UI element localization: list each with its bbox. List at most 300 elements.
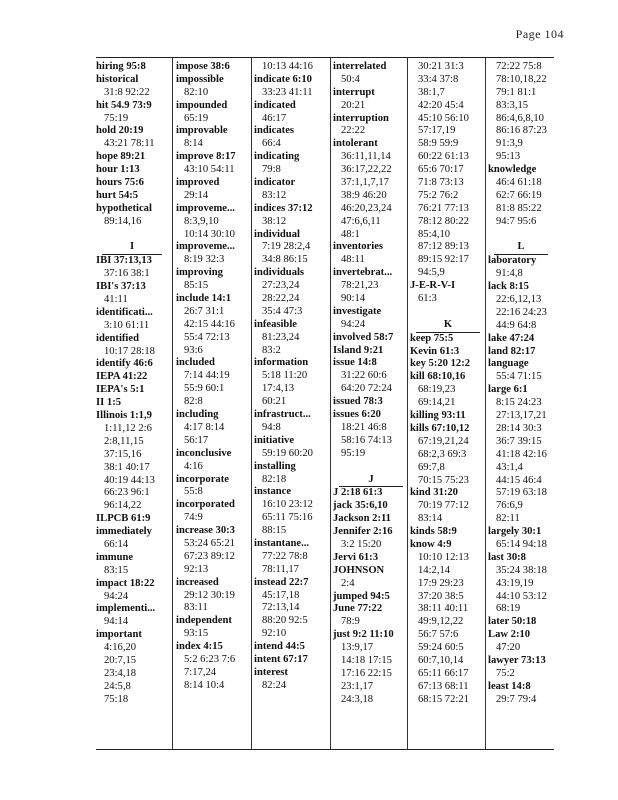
index-reference: 59:24 60:5 <box>418 642 464 654</box>
index-reference: 94:24 <box>104 590 129 602</box>
index-term: included <box>176 357 215 369</box>
index-reference: 7:19 28:2,4 <box>262 241 311 253</box>
index-reference: 45:10 56:10 <box>418 112 469 124</box>
index-term: improveme... <box>176 241 235 253</box>
index-reference: 55:4 72:13 <box>184 331 230 343</box>
letter-header: J <box>339 474 403 488</box>
index-reference: 44:9 64:8 <box>496 319 537 331</box>
index-reference: 50:4 <box>341 73 360 85</box>
index-term: least 14:8 <box>488 680 531 692</box>
index-term: interrupt <box>333 86 375 98</box>
index-reference: 83:2 <box>262 344 281 356</box>
index-reference: 82:8 <box>184 396 203 408</box>
index-term: jumped 94:5 <box>333 590 390 602</box>
index-reference: 8:15 24:23 <box>496 397 542 409</box>
index-reference: 43:10 54:11 <box>184 164 235 176</box>
index-term: improveme... <box>176 202 235 214</box>
index-reference: 85:4,10 <box>418 228 451 240</box>
index-reference: 56:17 <box>184 434 209 446</box>
index-reference: 8:3,9,10 <box>184 215 219 227</box>
index-reference: 22:22 <box>341 125 366 137</box>
index-term: important <box>96 629 142 641</box>
index-reference: 26:7 31:1 <box>184 305 225 317</box>
index-reference: 37:16 38:1 <box>104 268 150 280</box>
index-reference: 79:8 <box>262 164 281 176</box>
index-reference: 76:6,9 <box>496 500 523 512</box>
index-reference: 41:11 <box>104 294 128 306</box>
index-term: later 50:18 <box>488 616 537 628</box>
index-reference: 60:22 61:13 <box>418 151 469 163</box>
index-term: impose 38:6 <box>176 61 230 72</box>
index-reference: 68:19,23 <box>418 384 456 396</box>
index-term: immediately <box>96 526 152 538</box>
index-reference: 10:14 30:10 <box>184 228 235 240</box>
index-reference: 36:17,22,22 <box>341 164 392 176</box>
index-reference: 69:14,21 <box>418 397 456 409</box>
index-reference: 90:14 <box>341 293 366 305</box>
index-reference: 92:10 <box>262 628 287 640</box>
index-term: inconclusive <box>176 447 232 459</box>
index-term: J-E-R-V-I <box>410 280 456 292</box>
index-reference: 92:13 <box>184 563 209 575</box>
index-reference: 75:2 <box>496 667 515 679</box>
index-reference: 36:7 39:15 <box>496 435 542 447</box>
index-reference: 68:2,3 69:3 <box>418 448 467 460</box>
index-reference: 72:13,14 <box>262 602 300 614</box>
index-reference: 60:21 <box>262 396 287 408</box>
index-term: inventories <box>333 241 384 253</box>
index-term: issued 78:3 <box>333 396 383 408</box>
index-reference: 10:17 28:18 <box>104 345 155 357</box>
index-reference: 89:14,16 <box>104 215 142 227</box>
index-reference: 8:14 10:4 <box>184 679 225 691</box>
index-reference: 91:3,9 <box>496 138 523 150</box>
index-reference: 83:15 <box>104 564 129 576</box>
index-reference: 67:13 68:11 <box>418 680 469 692</box>
index-reference: 93:6 <box>184 344 203 356</box>
index-term: invertebrat... <box>333 267 393 279</box>
index-term: II 1:5 <box>96 397 122 409</box>
index-column-1 <box>96 61 168 749</box>
index-reference: 94:5,9 <box>418 267 445 279</box>
index-term: language <box>488 358 529 370</box>
index-reference: 38:9 46:20 <box>341 189 387 201</box>
index-term: laboratory <box>488 255 537 267</box>
index-term: incorporated <box>176 499 235 511</box>
blank-line <box>96 229 168 242</box>
index-reference: 4:17 8:14 <box>184 421 225 433</box>
column-divider <box>251 58 252 749</box>
index-reference: 2:4 <box>341 577 355 589</box>
index-term: hypothetical <box>96 202 152 214</box>
index-reference: 86:4,6,8,10 <box>496 112 544 124</box>
index-term: issue 14:8 <box>333 357 377 369</box>
index-reference: 47:20 <box>496 642 521 654</box>
index-reference: 38:11 40:11 <box>418 603 469 615</box>
index-term: instance <box>254 486 292 498</box>
index-reference: 10:10 12:13 <box>418 551 469 563</box>
index-term: infrastruct... <box>254 409 311 421</box>
index-reference: 42:20 45:4 <box>418 99 464 111</box>
column-divider <box>172 58 173 749</box>
index-reference: 61:3 <box>418 293 437 305</box>
index-reference: 1:11,12 2:6 <box>104 422 152 434</box>
index-term: improvable <box>176 125 228 137</box>
index-term: keep 75:5 <box>410 332 454 344</box>
index-reference: 29:7 79:4 <box>496 693 537 705</box>
index-term: increased <box>176 576 219 588</box>
column-divider <box>330 58 331 749</box>
index-reference: 45:17,18 <box>262 589 300 601</box>
index-reference: 95:19 <box>341 447 366 459</box>
index-reference: 29:14 <box>184 189 209 201</box>
index-reference: 37:1,1,7,17 <box>341 177 389 189</box>
index-reference: 20:7,15 <box>104 654 137 666</box>
index-reference: 46:17 <box>262 112 287 124</box>
index-term: IBI 37:13,13 <box>96 255 152 267</box>
index-reference: 36:11,11,14 <box>341 151 391 163</box>
index-term: hurt 54:5 <box>96 189 139 201</box>
index-reference: 28:14 30:3 <box>496 422 542 434</box>
index-term: jack 35:6,10 <box>333 500 388 512</box>
index-term: improved <box>176 177 220 189</box>
index-term: initiative <box>254 434 295 446</box>
index-reference: 88:20 92:5 <box>262 615 308 627</box>
index-reference: 55:4 71:15 <box>496 371 542 383</box>
index-term: immune <box>96 551 134 563</box>
index-reference: 33:23 41:11 <box>262 86 313 98</box>
index-term: largely 30:1 <box>488 526 542 538</box>
blank-line <box>410 306 486 319</box>
index-reference: 55:8 <box>184 486 203 498</box>
index-term: kind 31:20 <box>410 487 458 499</box>
index-column-4 <box>333 61 409 749</box>
index-reference: 66:4 <box>262 138 281 150</box>
index-reference: 46:4 61:18 <box>496 177 542 189</box>
index-term: lack 8:15 <box>488 281 529 293</box>
index-reference: 77:22 78:8 <box>262 550 308 562</box>
index-reference: 8:14 <box>184 138 203 150</box>
blank-line <box>333 461 409 474</box>
index-term: key 5:20 12:2 <box>410 358 471 370</box>
index-reference: 56:7 57:6 <box>418 629 459 641</box>
index-reference: 86:16 87:23 <box>496 125 547 137</box>
index-reference: 78:21,23 <box>341 280 379 292</box>
index-reference: 67:23 89:12 <box>184 550 235 562</box>
letter-header: L <box>494 241 548 255</box>
index-reference: 81:8 85:22 <box>496 202 542 214</box>
index-term: Law 2:10 <box>488 629 531 641</box>
index-term: improving <box>176 267 223 279</box>
index-term: individuals <box>254 267 305 279</box>
blank-line <box>488 229 554 242</box>
index-reference: 82:24 <box>262 679 287 691</box>
index-reference: 58:9 59:9 <box>418 138 459 150</box>
index-reference: 35:4 47:3 <box>262 305 303 317</box>
index-reference: 17:9 29:23 <box>418 577 464 589</box>
index-term: indicates <box>254 125 295 137</box>
index-reference: 37:15,16 <box>104 448 142 460</box>
index-reference: 37:20 38:5 <box>418 590 464 602</box>
index-reference: 79:1 81:1 <box>496 86 537 98</box>
index-term: improve 8:17 <box>176 151 236 163</box>
index-column-2 <box>176 61 250 749</box>
index-reference: 96:14,22 <box>104 500 142 512</box>
index-term: intend 44:5 <box>254 641 305 653</box>
index-reference: 40:19 44:13 <box>104 474 155 486</box>
index-reference: 24:3,18 <box>341 693 374 705</box>
index-reference: 94:24 <box>341 318 366 330</box>
index-reference: 5:18 11:20 <box>262 370 308 382</box>
index-reference: 76:21 77:13 <box>418 202 469 214</box>
index-term: intent 67:17 <box>254 653 308 665</box>
index-term: index 4:15 <box>176 641 223 653</box>
index-reference: 91:4,8 <box>496 268 523 280</box>
index-reference: 38:12 <box>262 215 287 227</box>
index-term: interrelated <box>333 61 387 72</box>
index-reference: 10:13 44:16 <box>262 61 313 72</box>
index-reference: 24:5,8 <box>104 680 131 692</box>
index-reference: 75:2 76:2 <box>418 189 459 201</box>
index-term: Jennifer 2:16 <box>333 526 393 538</box>
index-term: issues 6:20 <box>333 409 381 421</box>
index-reference: 43:1,4 <box>496 461 523 473</box>
index-reference: 57:17,19 <box>418 125 456 137</box>
index-term: kinds 58:9 <box>410 526 457 538</box>
index-reference: 78:12 80:22 <box>418 215 469 227</box>
index-reference: 43:21 78:11 <box>104 138 155 150</box>
index-term: know 4:9 <box>410 538 452 550</box>
index-term: kills 67:10,12 <box>410 422 470 434</box>
index-reference: 43:19,19 <box>496 577 534 589</box>
index-reference: 64:20 72:24 <box>341 383 392 395</box>
index-reference: 2:8,11,15 <box>104 435 144 447</box>
index-reference: 95:13 <box>496 151 521 163</box>
index-reference: 5:2 6:23 7:6 <box>184 653 236 665</box>
index-reference: 22:16 24:23 <box>496 306 547 318</box>
index-reference: 4:16,20 <box>104 642 137 654</box>
index-term: hold 20:19 <box>96 125 144 137</box>
index-reference: 89:15 92:17 <box>418 254 469 266</box>
index-term: include 14:1 <box>176 293 232 305</box>
index-term: investigate <box>333 305 382 317</box>
index-reference: 70:15 75:23 <box>418 474 469 486</box>
index-reference: 22:6,12,13 <box>496 294 542 306</box>
index-term: individual <box>254 228 300 240</box>
index-reference: 74:9 <box>184 512 203 524</box>
index-reference: 31:22 60:6 <box>341 370 387 382</box>
index-reference: 34:8 86:15 <box>262 254 308 266</box>
index-reference: 68:15 72:21 <box>418 693 469 705</box>
index-reference: 7:14 44:19 <box>184 370 230 382</box>
index-reference: 94:7 95:6 <box>496 215 537 227</box>
index-reference: 78:9 <box>341 616 360 628</box>
index-term: historical <box>96 73 139 85</box>
index-reference: 83:14 <box>418 513 443 525</box>
index-term: last 30:8 <box>488 551 526 563</box>
index-term: incorporate <box>176 473 229 485</box>
index-reference: 83:11 <box>184 602 208 614</box>
index-reference: 65:19 <box>184 112 209 124</box>
index-reference: 42:15 44:16 <box>184 318 235 330</box>
index-term: impact 18:22 <box>96 577 155 589</box>
index-reference: 4:16 <box>184 460 203 472</box>
index-reference: 53:24 65:21 <box>184 537 235 549</box>
letter-header: I <box>102 241 162 255</box>
index-reference: 83:3,15 <box>496 99 529 111</box>
index-reference: 30:21 31:3 <box>418 61 464 72</box>
index-reference: 88:15 <box>262 525 287 537</box>
page-number: Page 104 <box>515 27 564 41</box>
index-term: IEPA's 5:1 <box>96 384 145 396</box>
index-reference: 8:19 32:3 <box>184 254 225 266</box>
index-reference: 44:10 53:12 <box>496 590 547 602</box>
index-reference: 65:14 94:18 <box>496 538 547 550</box>
index-term: hope 89:21 <box>96 151 146 163</box>
index-column-3 <box>254 61 330 749</box>
index-term: IBI's 37:13 <box>96 281 146 293</box>
index-reference: 71:8 73:13 <box>418 177 464 189</box>
index-reference: 49:9,12,22 <box>418 616 464 628</box>
index-reference: 46:20,23,24 <box>341 202 392 214</box>
index-term: Jervi 61:3 <box>333 551 379 563</box>
index-reference: 83:12 <box>262 189 287 201</box>
index-term: knowledge <box>488 164 537 176</box>
index-term: independent <box>176 615 232 627</box>
index-reference: 78:11,17 <box>262 563 299 575</box>
index-term: impossible <box>176 73 224 85</box>
index-reference: 75:19 <box>104 112 129 124</box>
index-term: indicating <box>254 151 300 163</box>
index-reference: 78:10,18,22 <box>496 73 547 85</box>
index-term: impounded <box>176 99 228 111</box>
index-term: interest <box>254 666 288 678</box>
index-reference: 16:10 23:12 <box>262 499 313 511</box>
index-reference: 28:22,24 <box>262 293 300 305</box>
index-term: implementi... <box>96 603 156 615</box>
index-term: just 9:2 11:10 <box>333 629 394 641</box>
index-term: Island 9:21 <box>333 344 384 356</box>
index-term: IEPA 41:22 <box>96 371 148 383</box>
index-reference: 33:4 37:8 <box>418 73 459 85</box>
index-reference: 17:4,13 <box>262 383 295 395</box>
word-index <box>96 57 554 750</box>
index-term: information <box>254 357 309 369</box>
index-reference: 65:11 75:16 <box>262 512 313 524</box>
index-reference: 85:15 <box>184 280 209 292</box>
index-reference: 23:4,18 <box>104 667 137 679</box>
index-reference: 41:18 42:16 <box>496 448 547 460</box>
index-term: increase 30:3 <box>176 525 235 537</box>
index-reference: 82:11 <box>496 513 520 525</box>
index-reference: 3:10 61:11 <box>104 319 150 331</box>
index-term: Kevin 61:3 <box>410 345 460 357</box>
index-term: indicate 6:10 <box>254 73 312 85</box>
index-reference: 65:11 66:17 <box>418 667 469 679</box>
index-column-5 <box>410 61 486 749</box>
index-reference: 72:22 75:8 <box>496 61 542 72</box>
index-term: Illinois 1:1,9 <box>96 410 152 422</box>
index-term: lake 47:24 <box>488 332 535 344</box>
index-reference: 14:18 17:15 <box>341 654 392 666</box>
index-reference: 48:11 <box>341 254 365 266</box>
index-reference: 13:9,17 <box>341 642 374 654</box>
index-reference: 3:2 15:20 <box>341 538 382 550</box>
index-reference: 29:12 30:19 <box>184 589 235 601</box>
index-term: lawyer 73:13 <box>488 654 546 666</box>
index-reference: 66:23 96:1 <box>104 487 150 499</box>
index-reference: 66:14 <box>104 538 129 550</box>
index-reference: 47:6,6,11 <box>341 215 381 227</box>
index-reference: 18:21 46:8 <box>341 421 387 433</box>
index-reference: 94:14 <box>104 616 129 628</box>
index-reference: 87:12 89:13 <box>418 241 469 253</box>
index-term: identified <box>96 332 139 344</box>
index-term: hiring 95:8 <box>96 61 146 72</box>
index-term: large 6:1 <box>488 384 528 396</box>
index-reference: 17:16 22:15 <box>341 667 392 679</box>
index-term: instead 22:7 <box>254 576 309 588</box>
index-reference: 48:1 <box>341 228 360 240</box>
index-reference: 65:6 70:17 <box>418 164 464 176</box>
index-term: killing 93:11 <box>410 410 466 422</box>
index-term: identificati... <box>96 306 153 318</box>
index-term: interruption <box>333 112 389 124</box>
index-reference: 44:15 46:4 <box>496 474 542 486</box>
index-term: kill 68:10,16 <box>410 371 466 383</box>
index-reference: 60:7,10,14 <box>418 654 464 666</box>
index-reference: 94:8 <box>262 421 281 433</box>
index-reference: 38:1 40:17 <box>104 461 150 473</box>
index-reference: 82:10 <box>184 86 209 98</box>
index-reference: 68:19 <box>496 603 521 615</box>
index-reference: 38:1,7 <box>418 86 445 98</box>
index-term: intolerant <box>333 138 378 150</box>
index-reference: 20:21 <box>341 99 366 111</box>
index-reference: 81:23,24 <box>262 331 300 343</box>
index-reference: 57:19 63:18 <box>496 487 547 499</box>
index-term: identify 46:6 <box>96 358 153 370</box>
index-term: hours 75:6 <box>96 177 144 189</box>
index-reference: 14:2,14 <box>418 564 451 576</box>
index-term: instantane... <box>254 537 310 549</box>
index-reference: 27:13,17,21 <box>496 410 547 422</box>
index-reference: 31:8 92:22 <box>104 86 150 98</box>
index-reference: 7:17,24 <box>184 666 217 678</box>
index-reference: 23:1,17 <box>341 680 374 692</box>
index-reference: 55:9 60:1 <box>184 383 225 395</box>
index-term: indices 37:12 <box>254 202 313 214</box>
index-term: June 77:22 <box>333 603 383 615</box>
index-term: hour 1:13 <box>96 164 140 176</box>
index-reference: 35:24 38:18 <box>496 564 547 576</box>
index-reference: 69:7,8 <box>418 461 445 473</box>
index-reference: 93:15 <box>184 628 209 640</box>
index-reference: 75:18 <box>104 693 129 705</box>
index-column-6 <box>488 61 554 749</box>
index-reference: 62:7 66:19 <box>496 189 542 201</box>
index-term: involved 58:7 <box>333 331 394 343</box>
index-term: indicated <box>254 99 296 111</box>
letter-header: K <box>416 319 480 333</box>
index-term: J 2:18 61:3 <box>333 487 383 499</box>
index-term: indicator <box>254 177 296 189</box>
index-term: infeasible <box>254 318 297 330</box>
index-term: installing <box>254 460 296 472</box>
index-reference: 58:16 74:13 <box>341 434 392 446</box>
index-reference: 59:19 60:20 <box>262 447 313 459</box>
index-term: Jackson 2:11 <box>333 513 391 525</box>
